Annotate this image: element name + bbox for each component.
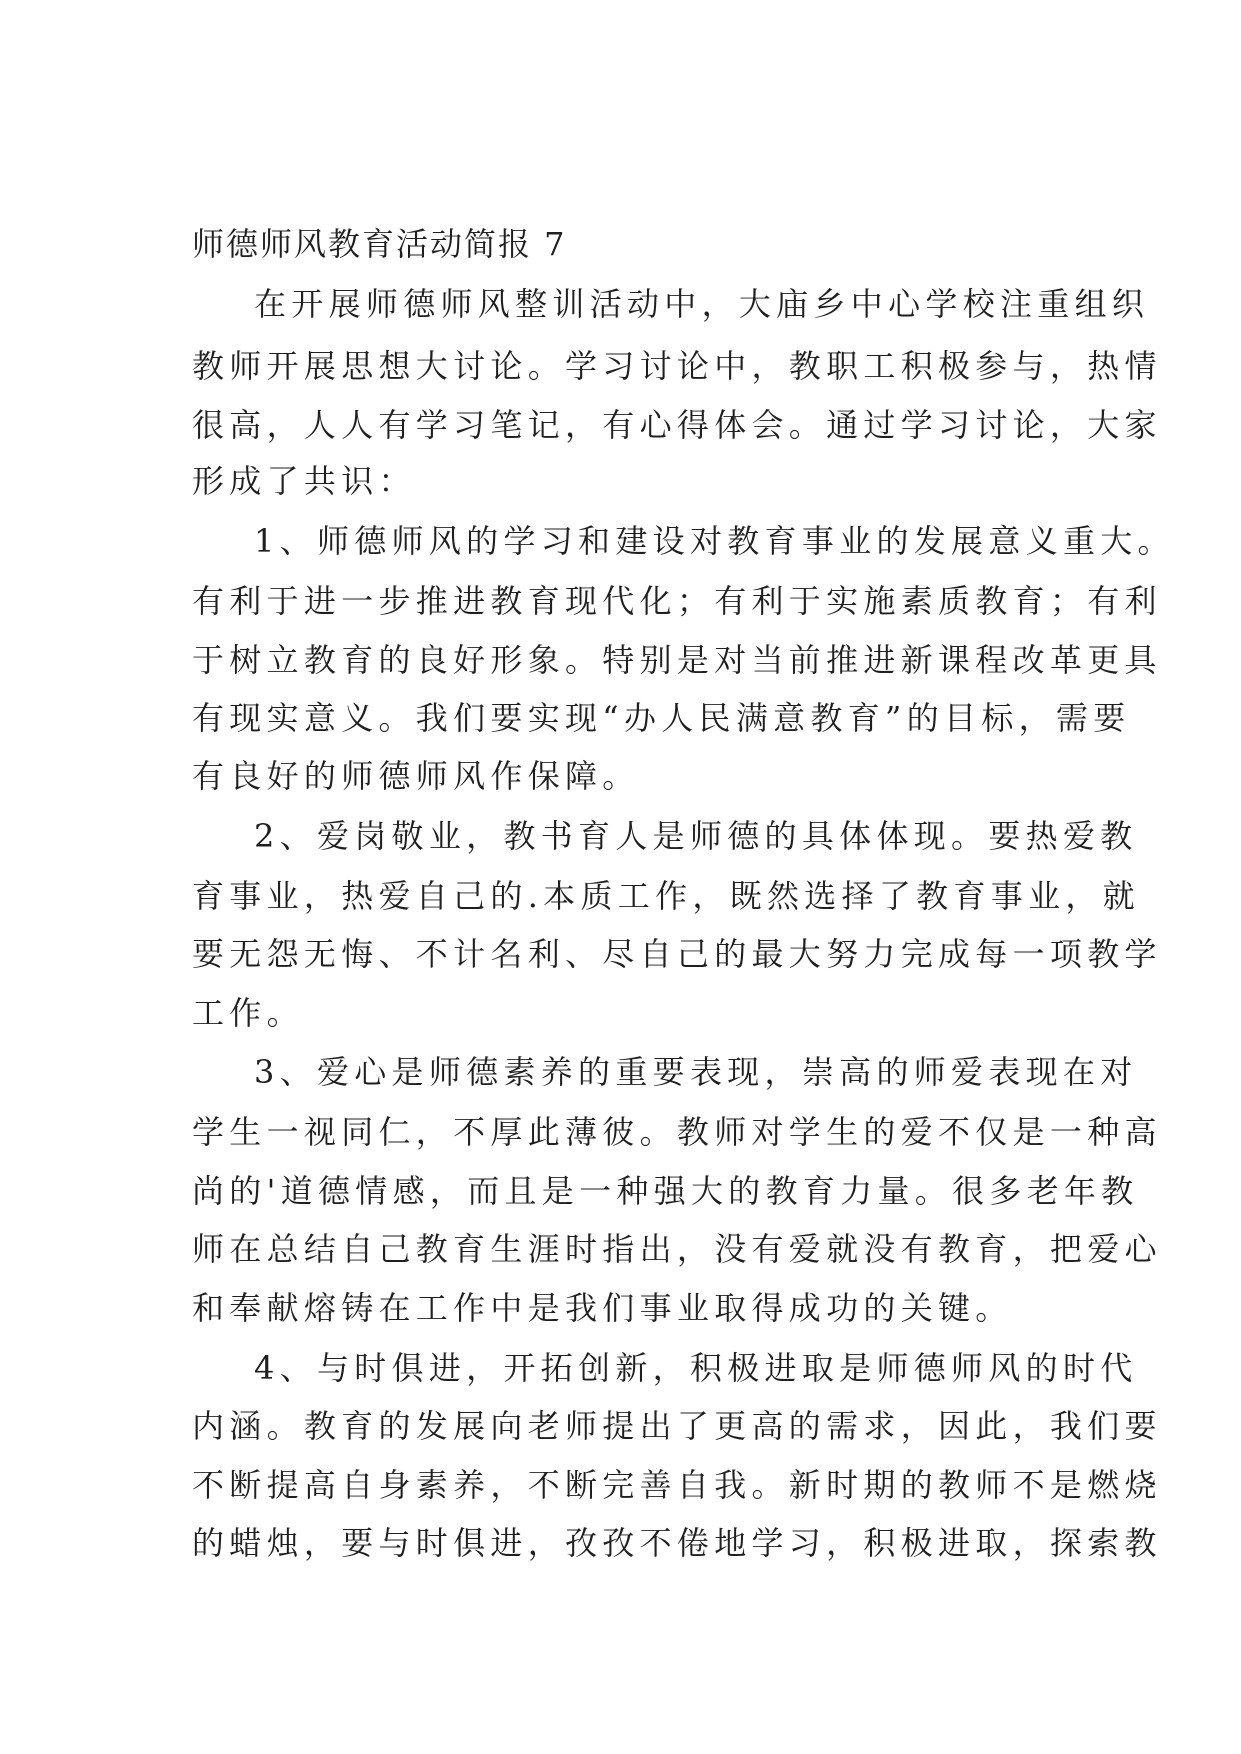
text-line: 有现实意义。我们要实现“办人民满意教育”的目标，需要: [192, 699, 1131, 737]
text-line: 要无怨无悔、不计名利、尽自己的最大努力完成每一项教学: [192, 935, 1162, 973]
text-line: 学生一视同仁，不厚此薄彼。教师对学生的爱不仅是一种高: [192, 1113, 1162, 1151]
text-line: 尚的'道德情感，而且是一种强大的教育力量。很多老年教: [192, 1172, 1139, 1210]
text-line: 很高，人人有学习笔记，有心得体会。通过学习讨论，大家: [192, 406, 1162, 444]
text-line: 形成了共识：: [192, 462, 416, 500]
text-line: 育事业，热爱自己的.本质工作，既然选择了教育事业，就: [192, 877, 1140, 915]
text-line: 师在总结自己教育生涯时指出，没有爱就没有教育，把爱心: [192, 1230, 1162, 1268]
text-line: 有利于进一步推进教育现代化；有利于实施素质教育；有利: [192, 582, 1162, 620]
text-line: 工作。: [192, 994, 304, 1032]
text-line: 于树立教育的良好形象。特别是对当前推进新课程改革更具: [192, 641, 1162, 679]
text-line: 1、师德师风的学习和建设对教育事业的发展意义重大。: [254, 522, 1175, 560]
text-line: 的蜡烛，要与时俱进，孜孜不倦地学习，积极进取，探索教: [192, 1524, 1162, 1562]
text-line: 2、爱岗敬业，教书育人是师德的具体体现。要热爱教: [254, 817, 1138, 855]
text-line: 3、爱心是师德素养的重要表现，崇高的师爱表现在对: [254, 1053, 1138, 1091]
text-line: 有良好的师德师风作保障。: [192, 757, 640, 795]
document-title: 师德师风教育活动简报 7: [192, 225, 567, 263]
text-line: 4、与时俱进，开拓创新，积极进取是师德师风的时代: [254, 1349, 1138, 1387]
text-line: 内涵。教育的发展向老师提出了更高的需求，因此，我们要: [192, 1407, 1162, 1445]
text-line: 教师开展思想大讨论。学习讨论中，教职工积极参与，热情: [192, 347, 1162, 385]
text-line: 在开展师德师风整训活动中，大庙乡中心学校注重组织: [254, 285, 1150, 323]
text-line: 和奉献熔铸在工作中是我们事业取得成功的关键。: [192, 1289, 1013, 1327]
text-line: 不断提高自身素养，不断完善自我。新时期的教师不是燃烧: [192, 1466, 1162, 1504]
